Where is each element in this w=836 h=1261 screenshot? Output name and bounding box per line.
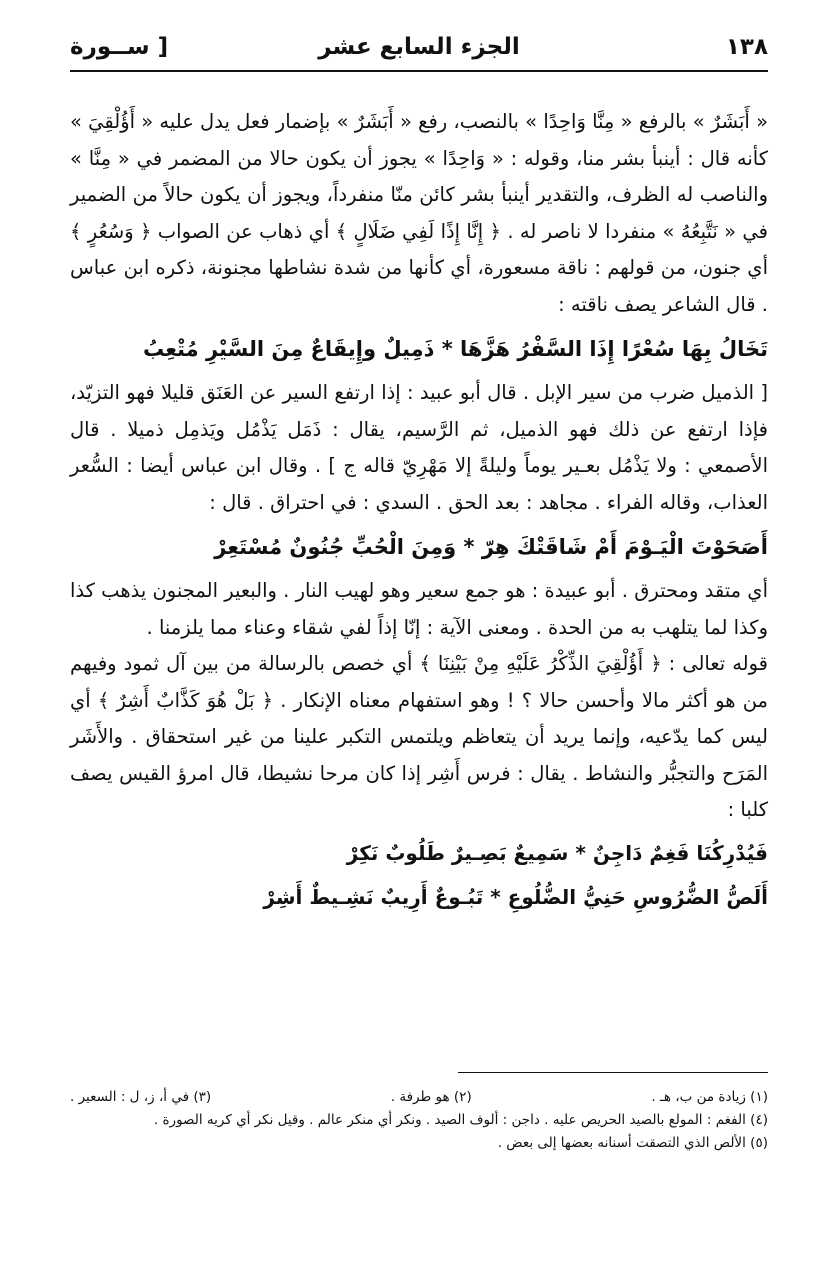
page-title: الجزء السابع عشر — [318, 34, 520, 60]
poem-line-2: أَلَصُّ الضُّرُوسِ حَنِيُّ الضُّلُوعِ * تَبُـوعٌ أَرِيبٌ نَشِـيطٌ أَشِرْ — [263, 884, 768, 909]
footnotes — [70, 1086, 768, 1155]
poem-line-1: فَيُدْرِكُنَا فَغِمٌ دَاجِنٌ * سَمِيعٌ بَصِـيرٌ طَلُوبٌ نَكِرْ — [346, 840, 768, 865]
verse-1: تَخَالُ بِهَا سُعْرًا إِذَا السَّفْرُ هَزَّهَا * ذَمِيلٌ وإِيقَاعٌ مِنَ السَّيْرِ مُتْعِبُ — [142, 337, 768, 361]
page-number: ١٣٨ — [725, 34, 768, 60]
paragraph-1: « أَبَشَرٌ » بالرفع « مِنَّا وَاحِدًا » بالنصب، رفع « أَبَشَرٌ » بإضمار فعل يدل عليه « أَؤُلْقِيَ » كأنه قال : أينبأ بشر منا، وقوله : « وَاحِدًا » يجوز أن يكون حالا من المضمر في « مِنَّا » والناصب له الظرف، والتقدير أينبأ بشر كائن منّا منفرداً، ويجوز أن يكون حالاً من الضمير في « نَتَّبِعُهُ » منفردا لا ناصر له . ﴿ إِنَّا إِذًا لَفِي ضَلَالٍ ﴾ أي ذهاب عن الصواب ﴿ وَسُعُرٍ ﴾ أي جنون، من قولهم : ناقة مسعورة، أي كأنها من شدة نشاطها مجنونة، ذكره ابن عباس . قال الشاعر يصف ناقته : — [70, 110, 768, 316]
paragraph-4: قوله تعالى : ﴿ أَؤُلْقِيَ الذِّكْرُ عَلَيْهِ مِنْ بَيْنِنَا ﴾ أي خصص بالرسالة من بين آل ثمود وفيهم من هو أكثر مالا وأحسن حالا ؟ ! وهو استفهام معناه الإنكار . ﴿ بَلْ هُوَ كَذَّابٌ أَشِرٌ ﴾ أي ليس كما يدّعيه، وإنما يريد أن يتعاظم ويلتمس التكبر علينا من غير استحقاق . والأَشَر المَرَح والتجبُّر والنشاط . يقال : فرس أَشِر إذا كان مرحا نشيطا، قال امرؤ القيس يصف كلبا : — [70, 652, 768, 821]
sura-label: [ ســورة — [70, 34, 169, 60]
footnote-3: (٣) في أ، ز، ل : السعير . — [70, 1089, 212, 1105]
main-text — [70, 104, 768, 921]
paragraph-2: [ الذميل ضرب من سير الإبل . قال أبو عبيد : إذا ارتفع السير عن العَنَق قليلا فهو التزيّد، فإذا ارتفع عن ذلك فهو الذميل، ثم الرَّسيم، يقال : ذَمَل يَذْمُل ويَذمِل ذميلا . قال الأصمعي : ولا يَذْمُل بعـير يوماً وليلةً إلا مَهْرِيّ قاله ج ] . وقال ابن عباس أيضا : السُّعر العذاب، وقاله الفراء . مجاهد : بعد الحق . السدي : في احتراق . قال : — [70, 381, 768, 514]
footnote-4: (٤) الفغم : المولع بالصيد الحريص عليه . داجن : ألوف الصيد . ونكر أي منكر عالم . وقيل نكر أي كريه الصورة . — [153, 1112, 768, 1128]
verse-2: أَصَحَوْتَ الْيَـوْمَ أَمْ شَاقَتْكَ هِرّ * وَمِنَ الْحُبِّ جُنُونٌ مُسْتَعِرْ — [214, 535, 768, 559]
footnote-1: (١) زيادة من ب، هـ . — [651, 1089, 768, 1105]
footnote-2: (٢) هو طرفة . — [390, 1089, 472, 1105]
footnote-5: (٥) الألص الذي التصقت أسنانه بعضها إلى بعض . — [497, 1135, 768, 1151]
page-header — [70, 30, 768, 72]
footnote-divider — [458, 1072, 768, 1073]
paragraph-3: أي متقد ومحترق . أبو عبيدة : هو جمع سعير وهو لهيب النار . والبعير المجنون يذهب كذا وكذا لما يتلهب به من الحدة . ومعنى الآية : إنّا إذاً لفي شقاء وعناء مما يلزمنا . — [70, 579, 768, 639]
